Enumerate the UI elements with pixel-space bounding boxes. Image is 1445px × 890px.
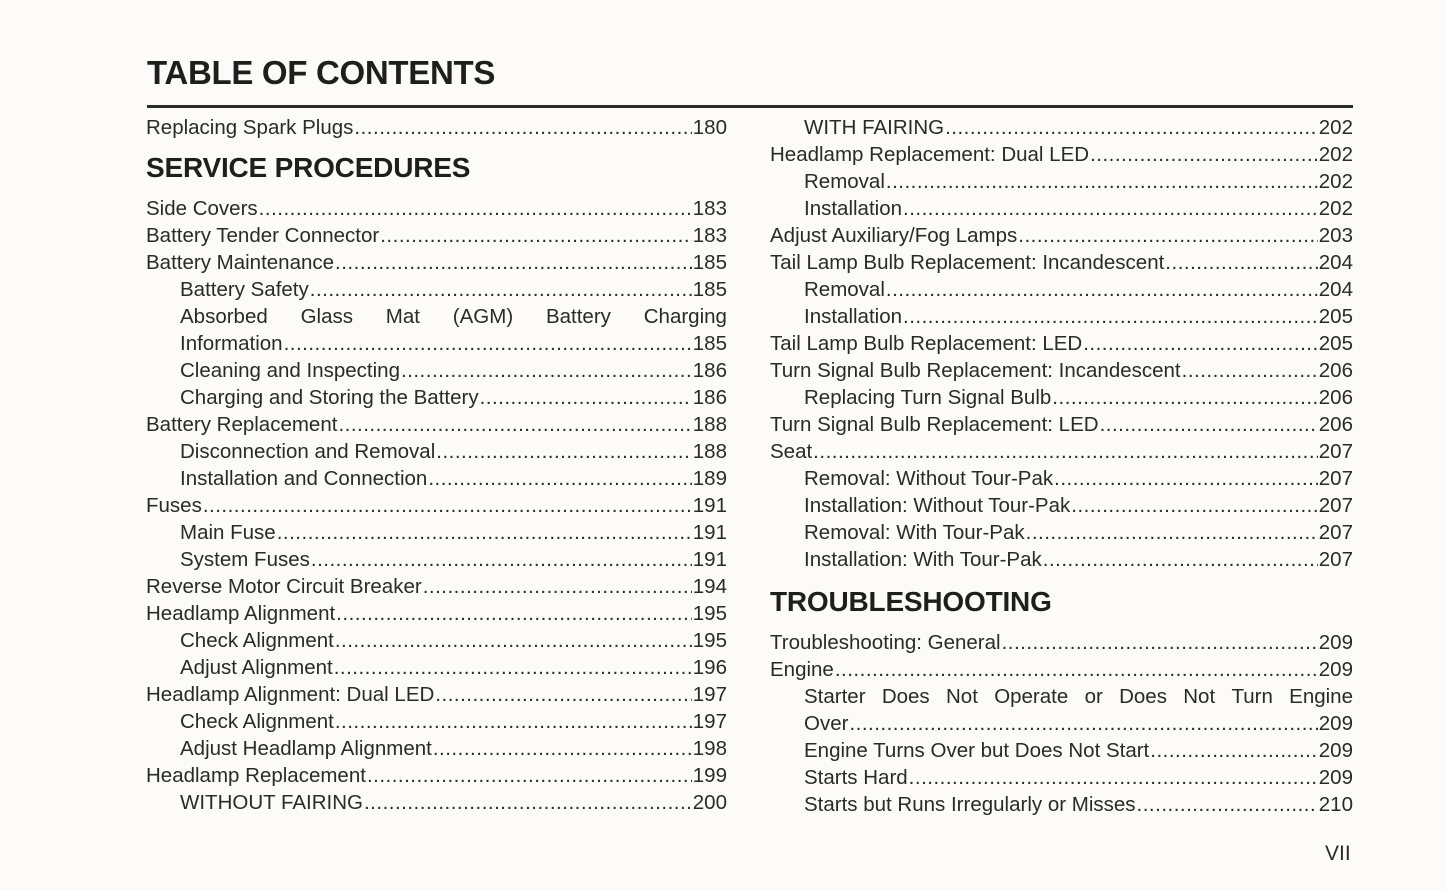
toc-entry[interactable]: Battery Tender Connector ..... 183 (146, 222, 727, 249)
leader-dots (1090, 141, 1318, 168)
leader-dots (813, 438, 1318, 465)
toc-entry[interactable]: Battery Maintenance ..... 185 (146, 249, 727, 276)
leader-dots (886, 168, 1318, 195)
leader-dots (903, 195, 1318, 222)
leader-dots (335, 708, 692, 735)
leader-dots (849, 710, 1317, 737)
toc-subentry[interactable]: WITH FAIRING ..... 202 (770, 114, 1353, 141)
toc-subentry-line2[interactable]: Over ..... 209 (770, 710, 1353, 737)
leader-dots (310, 276, 692, 303)
leader-dots (428, 465, 691, 492)
leader-dots (945, 114, 1318, 141)
leader-dots (367, 762, 692, 789)
toc-entry[interactable]: Headlamp Alignment ..... 195 (146, 600, 727, 627)
leader-dots (886, 276, 1318, 303)
toc-entry[interactable]: Tail Lamp Bulb Replacement: LED ..... 205 (770, 330, 1353, 357)
leader-dots (259, 195, 692, 222)
page-number: VII (1325, 842, 1351, 865)
toc-entry[interactable]: Battery Replacement ..... 188 (146, 411, 727, 438)
leader-dots (336, 600, 692, 627)
toc-subentry[interactable]: Check Alignment ..... 195 (146, 627, 727, 654)
leader-dots (1054, 465, 1318, 492)
toc-subentry[interactable]: Main Fuse ..... 191 (146, 519, 727, 546)
leader-dots (423, 573, 692, 600)
leader-dots (903, 303, 1318, 330)
section-heading: SERVICE PROCEDURES (146, 152, 471, 183)
title-rule (147, 105, 1353, 108)
leader-dots (1071, 492, 1318, 519)
leader-dots (909, 764, 1318, 791)
leader-dots (835, 656, 1318, 683)
leader-dots (354, 114, 691, 141)
leader-dots (1026, 519, 1318, 546)
toc-subentry[interactable]: Starts Hard ..... 209 (770, 764, 1353, 791)
leader-dots (436, 438, 692, 465)
toc-subentry[interactable]: Installation: With Tour-Pak ..... 207 (770, 546, 1353, 573)
toc-subentry[interactable]: Installation ..... 202 (770, 195, 1353, 222)
toc-subentry[interactable]: Check Alignment ..... 197 (146, 708, 727, 735)
toc-entry[interactable]: Turn Signal Bulb Replacement: Incandescent ..... 206 (770, 357, 1353, 384)
toc-subentry[interactable]: Engine Turns Over but Does Not Start ..... 209 (770, 737, 1353, 764)
toc-subentry[interactable]: Installation ..... 205 (770, 303, 1353, 330)
toc-subentry[interactable]: Battery Safety ..... 185 (146, 276, 727, 303)
toc-entry[interactable]: Fuses ..... 191 (146, 492, 727, 519)
leader-dots (1052, 384, 1317, 411)
page-title: TABLE OF CONTENTS (147, 54, 496, 91)
toc-entry[interactable]: Seat ..... 207 (770, 438, 1353, 465)
toc-subentry[interactable]: Adjust Headlamp Alignment ..... 198 (146, 735, 727, 762)
section-heading: TROUBLESHOOTING (770, 586, 1052, 617)
leader-dots (1137, 791, 1318, 818)
toc-subentry-line1[interactable]: Starter Does Not Operate or Does Not Turn Engine (804, 685, 1353, 708)
leader-dots (401, 357, 692, 384)
toc-entry[interactable]: Headlamp Replacement: Dual LED ..... 202 (770, 141, 1353, 168)
toc-subentry[interactable]: Replacing Turn Signal Bulb ..... 206 (770, 384, 1353, 411)
toc-subentry[interactable]: Removal ..... 202 (770, 168, 1353, 195)
toc-entry[interactable]: Headlamp Replacement ..... 199 (146, 762, 727, 789)
leader-dots (203, 492, 692, 519)
toc-subentry[interactable]: Charging and Storing the Battery ..... 186 (146, 384, 727, 411)
leader-dots (1165, 249, 1317, 276)
leader-dots (364, 789, 692, 816)
toc-subentry[interactable]: Removal: With Tour-Pak ..... 207 (770, 519, 1353, 546)
toc-subentry[interactable]: Starts but Runs Irregularly or Misses ..... 210 (770, 791, 1353, 818)
leader-dots (1100, 411, 1318, 438)
toc-column-right (770, 114, 1353, 818)
leader-dots (338, 411, 691, 438)
toc-subentry[interactable]: Removal ..... 204 (770, 276, 1353, 303)
toc-subentry[interactable]: System Fuses ..... 191 (146, 546, 727, 573)
toc-entry[interactable]: Headlamp Alignment: Dual LED ..... 197 (146, 681, 727, 708)
leader-dots (380, 222, 692, 249)
leader-dots (311, 546, 692, 573)
toc-subentry[interactable]: Removal: Without Tour-Pak ..... 207 (770, 465, 1353, 492)
toc-subentry-line2[interactable]: Information ..... 185 (146, 330, 727, 357)
leader-dots (335, 249, 692, 276)
toc-subentry[interactable]: WITHOUT FAIRING ..... 200 (146, 789, 727, 816)
toc-entry[interactable]: Troubleshooting: General ..... 209 (770, 629, 1353, 656)
toc-subentry[interactable]: Cleaning and Inspecting ..... 186 (146, 357, 727, 384)
toc-entry[interactable]: Engine ..... 209 (770, 656, 1353, 683)
toc-entry[interactable]: Turn Signal Bulb Replacement: LED ..... 206 (770, 411, 1353, 438)
toc-entry[interactable]: Reverse Motor Circuit Breaker ..... 194 (146, 573, 727, 600)
leader-dots (1150, 737, 1318, 764)
leader-dots (335, 627, 692, 654)
toc-entry[interactable]: Replacing Spark Plugs ..... 180 (146, 114, 727, 141)
toc-subentry[interactable]: Disconnection and Removal ..... 188 (146, 438, 727, 465)
leader-dots (1043, 546, 1318, 573)
leader-dots (1182, 357, 1318, 384)
leader-dots (284, 330, 692, 357)
leader-dots (1018, 222, 1318, 249)
leader-dots (433, 735, 692, 762)
leader-dots (1002, 629, 1318, 656)
toc-entry[interactable]: Tail Lamp Bulb Replacement: Incandescent ..... 204 (770, 249, 1353, 276)
toc-subentry[interactable]: Installation: Without Tour-Pak ..... 207 (770, 492, 1353, 519)
toc-subentry-line1[interactable]: Absorbed Glass Mat (AGM) Battery Charging (180, 305, 727, 328)
leader-dots (1083, 330, 1318, 357)
toc-column-left (146, 114, 727, 816)
leader-dots (334, 654, 692, 681)
leader-dots (435, 681, 691, 708)
leader-dots (480, 384, 692, 411)
toc-subentry[interactable]: Adjust Alignment ..... 196 (146, 654, 727, 681)
toc-entry[interactable]: Adjust Auxiliary/Fog Lamps ..... 203 (770, 222, 1353, 249)
toc-entry[interactable]: Side Covers ..... 183 (146, 195, 727, 222)
toc-subentry[interactable]: Installation and Connection ..... 189 (146, 465, 727, 492)
leader-dots (277, 519, 692, 546)
